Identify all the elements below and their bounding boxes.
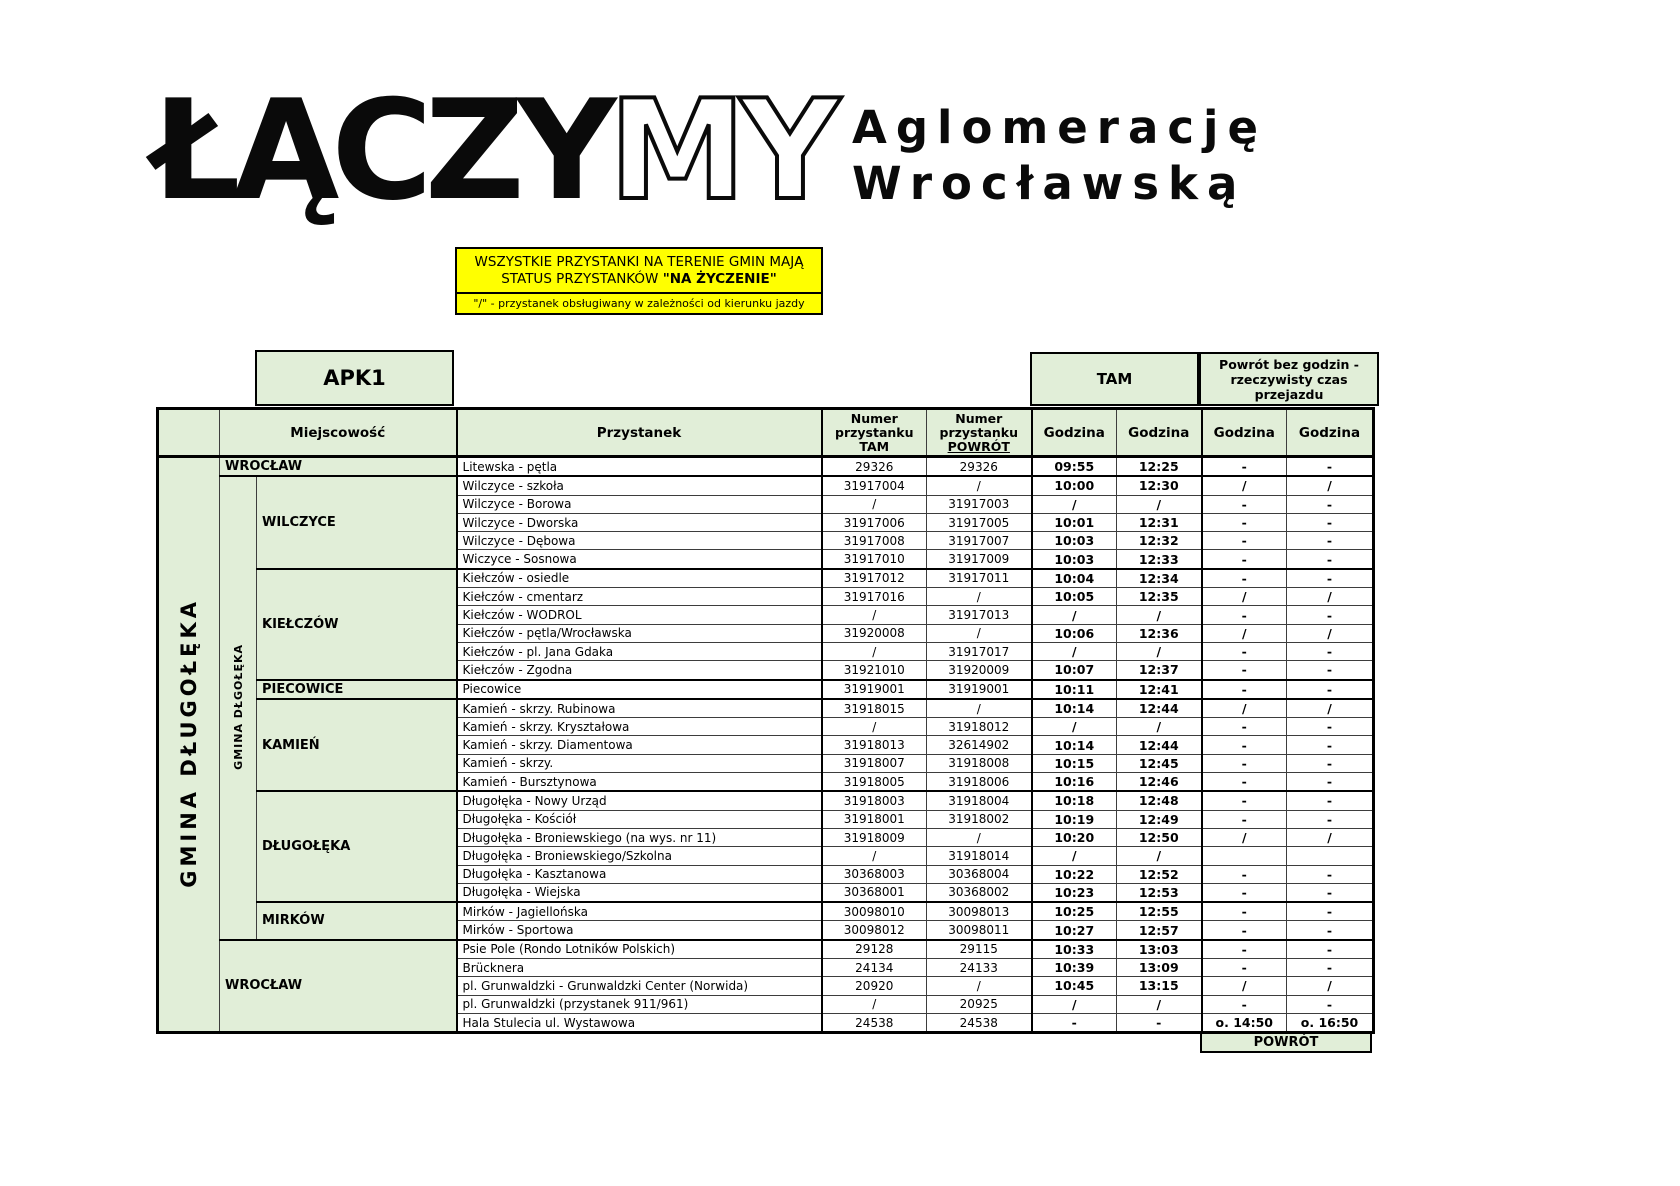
num-ret-cell: 31917013 <box>927 606 1032 624</box>
time-cell: 12:31 <box>1117 513 1202 531</box>
stop-cell: Długołęka - Wiejska <box>457 883 822 902</box>
num-tam-cell: 30368001 <box>822 883 927 902</box>
num-ret-cell: / <box>927 977 1032 995</box>
time-cell: - <box>1287 883 1374 902</box>
stop-cell: Kiełczów - osiedle <box>457 569 822 588</box>
time-cell: 10:06 <box>1032 624 1117 642</box>
time-cell: - <box>1117 1013 1202 1032</box>
header-numer-tam: Numer przystanku TAM <box>822 409 927 457</box>
num-tam-cell: 31919001 <box>822 680 927 699</box>
time-cell: - <box>1287 661 1374 680</box>
num-ret-cell: / <box>927 476 1032 495</box>
municipality-cell: PIECOWICE <box>257 680 457 699</box>
time-cell: / <box>1287 624 1374 642</box>
num-tam-cell: 24134 <box>822 959 927 977</box>
notice-line1: WSZYSTKIE PRZYSTANKI NA TERENIE GMIN MAJĄ <box>474 254 804 270</box>
time-cell: 13:03 <box>1117 940 1202 959</box>
time-cell: 12:35 <box>1117 588 1202 606</box>
stop-cell: Kamień - skrzy. Rubinowa <box>457 699 822 718</box>
time-cell: - <box>1287 457 1374 477</box>
num-tam-cell: 24538 <box>822 1013 927 1032</box>
time-cell: / <box>1202 476 1287 495</box>
num-ret-cell: 30368002 <box>927 883 1032 902</box>
time-cell: - <box>1202 902 1287 921</box>
time-cell: 10:16 <box>1032 773 1117 792</box>
time-cell: - <box>1202 569 1287 588</box>
num-ret-cell: 29115 <box>927 940 1032 959</box>
time-cell: 12:25 <box>1117 457 1202 477</box>
time-cell: 12:41 <box>1117 680 1202 699</box>
time-cell: / <box>1202 977 1287 995</box>
time-cell: 10:33 <box>1032 940 1117 959</box>
time-cell: - <box>1287 959 1374 977</box>
time-cell: - <box>1287 995 1374 1013</box>
time-cell: / <box>1202 588 1287 606</box>
stop-cell: Kiełczów - WODROL <box>457 606 822 624</box>
time-cell: - <box>1202 773 1287 792</box>
time-cell: 12:46 <box>1117 773 1202 792</box>
time-cell: - <box>1287 736 1374 754</box>
num-tam-cell: / <box>822 642 927 660</box>
time-cell: - <box>1202 995 1287 1013</box>
time-cell: 12:49 <box>1117 810 1202 828</box>
time-cell: - <box>1032 1013 1117 1032</box>
municipality-cell: WILCZYCE <box>257 476 457 568</box>
time-cell: - <box>1202 940 1287 959</box>
stop-cell: Mirków - Jagiellońska <box>457 902 822 921</box>
stop-cell: Kiełczów - pl. Jana Gdaka <box>457 642 822 660</box>
time-cell: o. 16:50 <box>1287 1013 1374 1032</box>
gmina-band-outer <box>158 457 220 1033</box>
time-cell: 10:00 <box>1032 476 1117 495</box>
time-cell: / <box>1287 699 1374 718</box>
time-cell: 12:44 <box>1117 736 1202 754</box>
num-ret-cell: 30368004 <box>927 865 1032 883</box>
stop-cell: Długołęka - Nowy Urząd <box>457 791 822 810</box>
time-cell: / <box>1032 995 1117 1013</box>
time-cell: 10:03 <box>1032 532 1117 550</box>
time-cell: 10:11 <box>1032 680 1117 699</box>
time-cell: - <box>1202 550 1287 569</box>
time-cell: 12:33 <box>1117 550 1202 569</box>
header-numer-powrot: Numer przystanku POWRÓT <box>927 409 1032 457</box>
time-cell: - <box>1287 495 1374 513</box>
time-cell: - <box>1202 754 1287 772</box>
num-tam-cell: 31917012 <box>822 569 927 588</box>
time-cell: 09:55 <box>1032 457 1117 477</box>
logo-tagline <box>852 100 1267 212</box>
num-tam-cell: 31918007 <box>822 754 927 772</box>
num-ret-cell: 24133 <box>927 959 1032 977</box>
time-cell: 10:45 <box>1032 977 1117 995</box>
time-cell: - <box>1202 718 1287 736</box>
time-cell: - <box>1202 959 1287 977</box>
num-tam-cell: 31918003 <box>822 791 927 810</box>
time-cell: - <box>1202 865 1287 883</box>
tagline-line2: Wrocławską <box>852 157 1247 210</box>
stop-cell: Brücknera <box>457 959 822 977</box>
num-ret-cell: 31918008 <box>927 754 1032 772</box>
time-cell: o. 14:50 <box>1202 1013 1287 1032</box>
table-row <box>158 457 1374 477</box>
num-tam-cell: 31918015 <box>822 699 927 718</box>
time-cell: 12:36 <box>1117 624 1202 642</box>
time-cell: 12:50 <box>1117 828 1202 846</box>
table-row <box>158 940 1374 959</box>
num-tam-cell: 31917016 <box>822 588 927 606</box>
time-cell: - <box>1202 736 1287 754</box>
num-ret-cell: / <box>927 699 1032 718</box>
num-tam-cell: 29128 <box>822 940 927 959</box>
num-tam-cell: 31918013 <box>822 736 927 754</box>
time-cell: / <box>1287 588 1374 606</box>
time-cell: / <box>1202 828 1287 846</box>
route-code-box: APK1 <box>255 350 454 406</box>
time-cell: - <box>1287 754 1374 772</box>
time-cell: / <box>1032 495 1117 513</box>
time-cell: / <box>1287 977 1374 995</box>
header-row <box>158 409 1374 457</box>
time-cell: - <box>1287 773 1374 792</box>
notice-line2-bold: "NA ŻYCZENIE" <box>662 271 777 287</box>
time-cell: 12:32 <box>1117 532 1202 550</box>
municipality-cell: WROCŁAW <box>220 457 457 477</box>
time-cell <box>1202 847 1287 865</box>
time-cell: 12:52 <box>1117 865 1202 883</box>
time-cell: / <box>1117 718 1202 736</box>
num-tam-cell: 31920008 <box>822 624 927 642</box>
time-cell: / <box>1032 606 1117 624</box>
num-ret-cell: 31918002 <box>927 810 1032 828</box>
time-cell: - <box>1287 642 1374 660</box>
num-ret-cell: 31920009 <box>927 661 1032 680</box>
tagline-line1: Aglomerację <box>852 101 1267 154</box>
time-cell: - <box>1287 791 1374 810</box>
num-tam-cell: 31917004 <box>822 476 927 495</box>
time-cell: / <box>1287 828 1374 846</box>
time-cell: - <box>1287 569 1374 588</box>
time-cell: 10:23 <box>1032 883 1117 902</box>
time-cell: 10:20 <box>1032 828 1117 846</box>
time-cell: - <box>1287 865 1374 883</box>
stop-cell: Długołęka - Broniewskiego (na wys. nr 11) <box>457 828 822 846</box>
num-ret-cell: 31918014 <box>927 847 1032 865</box>
municipality-cell: KIEŁCZÓW <box>257 569 457 680</box>
stop-cell: Kamień - skrzy. Kryształowa <box>457 718 822 736</box>
time-cell: - <box>1202 606 1287 624</box>
num-ret-cell: 31919001 <box>927 680 1032 699</box>
time-cell: 10:07 <box>1032 661 1117 680</box>
time-cell: / <box>1117 606 1202 624</box>
stop-cell: Kiełczów - Zgodna <box>457 661 822 680</box>
time-cell: - <box>1202 791 1287 810</box>
num-ret-cell: 31917005 <box>927 513 1032 531</box>
municipality-cell: DŁUGOŁĘKA <box>257 791 457 902</box>
timetable-wrapper <box>156 407 1372 1053</box>
num-tam-cell: 31918009 <box>822 828 927 846</box>
timetable-table <box>156 407 1375 1034</box>
time-cell: / <box>1032 718 1117 736</box>
time-cell: 12:34 <box>1117 569 1202 588</box>
time-cell: / <box>1032 847 1117 865</box>
time-cell: - <box>1202 661 1287 680</box>
time-cell: - <box>1202 513 1287 531</box>
num-tam-cell: 30098010 <box>822 902 927 921</box>
num-ret-cell: 31918006 <box>927 773 1032 792</box>
num-tam-cell: 31918001 <box>822 810 927 828</box>
time-cell: - <box>1202 921 1287 940</box>
stop-cell: Wilczyce - Dworska <box>457 513 822 531</box>
time-cell: 10:22 <box>1032 865 1117 883</box>
time-cell: - <box>1202 883 1287 902</box>
header-empty-cell <box>158 409 220 457</box>
num-ret-cell: / <box>927 588 1032 606</box>
num-tam-cell: 29326 <box>822 457 927 477</box>
stop-cell: Wilczyce - Dębowa <box>457 532 822 550</box>
time-cell: / <box>1202 624 1287 642</box>
notice-main-text <box>457 249 821 292</box>
table-row <box>158 699 1374 718</box>
num-ret-cell: 24538 <box>927 1013 1032 1032</box>
time-cell: - <box>1202 642 1287 660</box>
time-cell: - <box>1202 457 1287 477</box>
time-cell: / <box>1117 847 1202 865</box>
time-cell: - <box>1287 810 1374 828</box>
direction-return-box: Powrót bez godzin - rzeczywisty czas przejazdu <box>1199 352 1379 406</box>
num-ret-cell: / <box>927 624 1032 642</box>
time-cell: - <box>1287 606 1374 624</box>
table-row <box>158 902 1374 921</box>
time-cell: - <box>1287 513 1374 531</box>
time-cell: 13:15 <box>1117 977 1202 995</box>
num-tam-cell: 30368003 <box>822 865 927 883</box>
stop-cell: Psie Pole (Rondo Lotników Polskich) <box>457 940 822 959</box>
time-cell: - <box>1202 495 1287 513</box>
num-ret-cell: 32614902 <box>927 736 1032 754</box>
time-cell: 12:44 <box>1117 699 1202 718</box>
header-godzina-ret-2: Godzina <box>1287 409 1374 457</box>
time-cell: - <box>1287 902 1374 921</box>
header-przystanek: Przystanek <box>457 409 822 457</box>
logo <box>152 70 834 231</box>
stop-cell: Kamień - skrzy. <box>457 754 822 772</box>
header-godzina-tam-2: Godzina <box>1117 409 1202 457</box>
time-cell: 10:04 <box>1032 569 1117 588</box>
num-tam-cell: 31917010 <box>822 550 927 569</box>
time-cell: - <box>1202 532 1287 550</box>
num-tam-cell: / <box>822 718 927 736</box>
time-cell: / <box>1117 642 1202 660</box>
return-footer-label: POWRÓT <box>1200 1034 1372 1053</box>
time-cell: 10:39 <box>1032 959 1117 977</box>
stop-cell: Długołęka - Kasztanowa <box>457 865 822 883</box>
stop-cell: Długołęka - Broniewskiego/Szkolna <box>457 847 822 865</box>
time-cell: / <box>1287 476 1374 495</box>
num-tam-cell: / <box>822 606 927 624</box>
time-cell: - <box>1287 532 1374 550</box>
time-cell: 10:01 <box>1032 513 1117 531</box>
time-cell: 10:18 <box>1032 791 1117 810</box>
time-cell: / <box>1117 495 1202 513</box>
time-cell <box>1287 847 1374 865</box>
num-ret-cell: 29326 <box>927 457 1032 477</box>
time-cell: 12:30 <box>1117 476 1202 495</box>
stop-cell: Kiełczów - pętla/Wrocławska <box>457 624 822 642</box>
stop-cell: Kamień - skrzy. Diamentowa <box>457 736 822 754</box>
time-cell: - <box>1202 680 1287 699</box>
header-miejscowosc: Miejscowość <box>220 409 457 457</box>
num-ret-cell: 31918004 <box>927 791 1032 810</box>
num-ret-cell: 30098011 <box>927 921 1032 940</box>
logo-my-outline-text: MY <box>608 70 834 231</box>
num-tam-cell: 30098012 <box>822 921 927 940</box>
time-cell: / <box>1032 642 1117 660</box>
stop-cell: Wilczyce - Borowa <box>457 495 822 513</box>
time-cell: 12:48 <box>1117 791 1202 810</box>
time-cell: 12:55 <box>1117 902 1202 921</box>
time-cell: - <box>1287 940 1374 959</box>
time-cell: 12:53 <box>1117 883 1202 902</box>
num-tam-cell: / <box>822 995 927 1013</box>
stop-cell: Wilczyce - szkoła <box>457 476 822 495</box>
stop-cell: pl. Grunwaldzki (przystanek 911/961) <box>457 995 822 1013</box>
stop-cell: Kiełczów - cmentarz <box>457 588 822 606</box>
num-tam-cell: 31921010 <box>822 661 927 680</box>
table-row <box>158 476 1374 495</box>
header-godzina-ret-1: Godzina <box>1202 409 1287 457</box>
stop-cell: Długołęka - Kościół <box>457 810 822 828</box>
time-cell: / <box>1117 995 1202 1013</box>
num-ret-cell: / <box>927 828 1032 846</box>
notice-footnote: "/" - przystanek obsługiwany w zależności od kierunku jazdy <box>457 292 821 313</box>
table-row <box>158 680 1374 699</box>
time-cell: 12:37 <box>1117 661 1202 680</box>
table-row <box>158 791 1374 810</box>
stop-cell: Litewska - pętla <box>457 457 822 477</box>
municipality-cell: MIRKÓW <box>257 902 457 940</box>
time-cell: 10:25 <box>1032 902 1117 921</box>
time-cell: 10:27 <box>1032 921 1117 940</box>
time-cell: 10:15 <box>1032 754 1117 772</box>
time-cell: 10:14 <box>1032 736 1117 754</box>
num-tam-cell: / <box>822 847 927 865</box>
gmina-band-inner <box>220 476 257 939</box>
notice-box <box>455 247 823 315</box>
time-cell: 13:09 <box>1117 959 1202 977</box>
header-godzina-tam-1: Godzina <box>1032 409 1117 457</box>
time-cell: 10:14 <box>1032 699 1117 718</box>
time-cell: 10:05 <box>1032 588 1117 606</box>
num-ret-cell: 30098013 <box>927 902 1032 921</box>
gmina-band-outer-label: GMINA DŁUGOŁĘKA <box>177 598 201 888</box>
time-cell: - <box>1287 550 1374 569</box>
num-tam-cell: / <box>822 495 927 513</box>
num-ret-cell: 31917011 <box>927 569 1032 588</box>
num-tam-cell: 31917006 <box>822 513 927 531</box>
logo-laczy-text: ŁĄCZY <box>152 70 609 231</box>
time-cell: - <box>1287 921 1374 940</box>
time-cell: - <box>1202 810 1287 828</box>
num-ret-cell: 20925 <box>927 995 1032 1013</box>
time-cell: - <box>1287 680 1374 699</box>
table-row <box>158 569 1374 588</box>
time-cell: - <box>1287 718 1374 736</box>
direction-tam-box: TAM <box>1030 352 1199 406</box>
stop-cell: Wiczyce - Sosnowa <box>457 550 822 569</box>
num-tam-cell: 31918005 <box>822 773 927 792</box>
num-tam-cell: 31917008 <box>822 532 927 550</box>
stop-cell: Mirków - Sportowa <box>457 921 822 940</box>
num-ret-cell: 31917003 <box>927 495 1032 513</box>
num-ret-cell: 31918012 <box>927 718 1032 736</box>
num-tam-cell: 20920 <box>822 977 927 995</box>
municipality-cell: WROCŁAW <box>220 940 457 1033</box>
stop-cell: pl. Grunwaldzki - Grunwaldzki Center (Norwida) <box>457 977 822 995</box>
gmina-band-inner-label: GMINA DŁGOŁĘKA <box>231 643 245 770</box>
stop-cell: Hala Stulecia ul. Wystawowa <box>457 1013 822 1032</box>
notice-line2: STATUS PRZYSTANKÓW "NA ŻYCZENIE" <box>501 271 777 287</box>
stop-cell: Kamień - Bursztynowa <box>457 773 822 792</box>
num-ret-cell: 31917017 <box>927 642 1032 660</box>
time-cell: 12:57 <box>1117 921 1202 940</box>
time-cell: 10:03 <box>1032 550 1117 569</box>
time-cell: 12:45 <box>1117 754 1202 772</box>
municipality-cell: KAMIEŃ <box>257 699 457 791</box>
time-cell: / <box>1202 699 1287 718</box>
num-ret-cell: 31917007 <box>927 532 1032 550</box>
time-cell: 10:19 <box>1032 810 1117 828</box>
num-ret-cell: 31917009 <box>927 550 1032 569</box>
stop-cell: Piecowice <box>457 680 822 699</box>
